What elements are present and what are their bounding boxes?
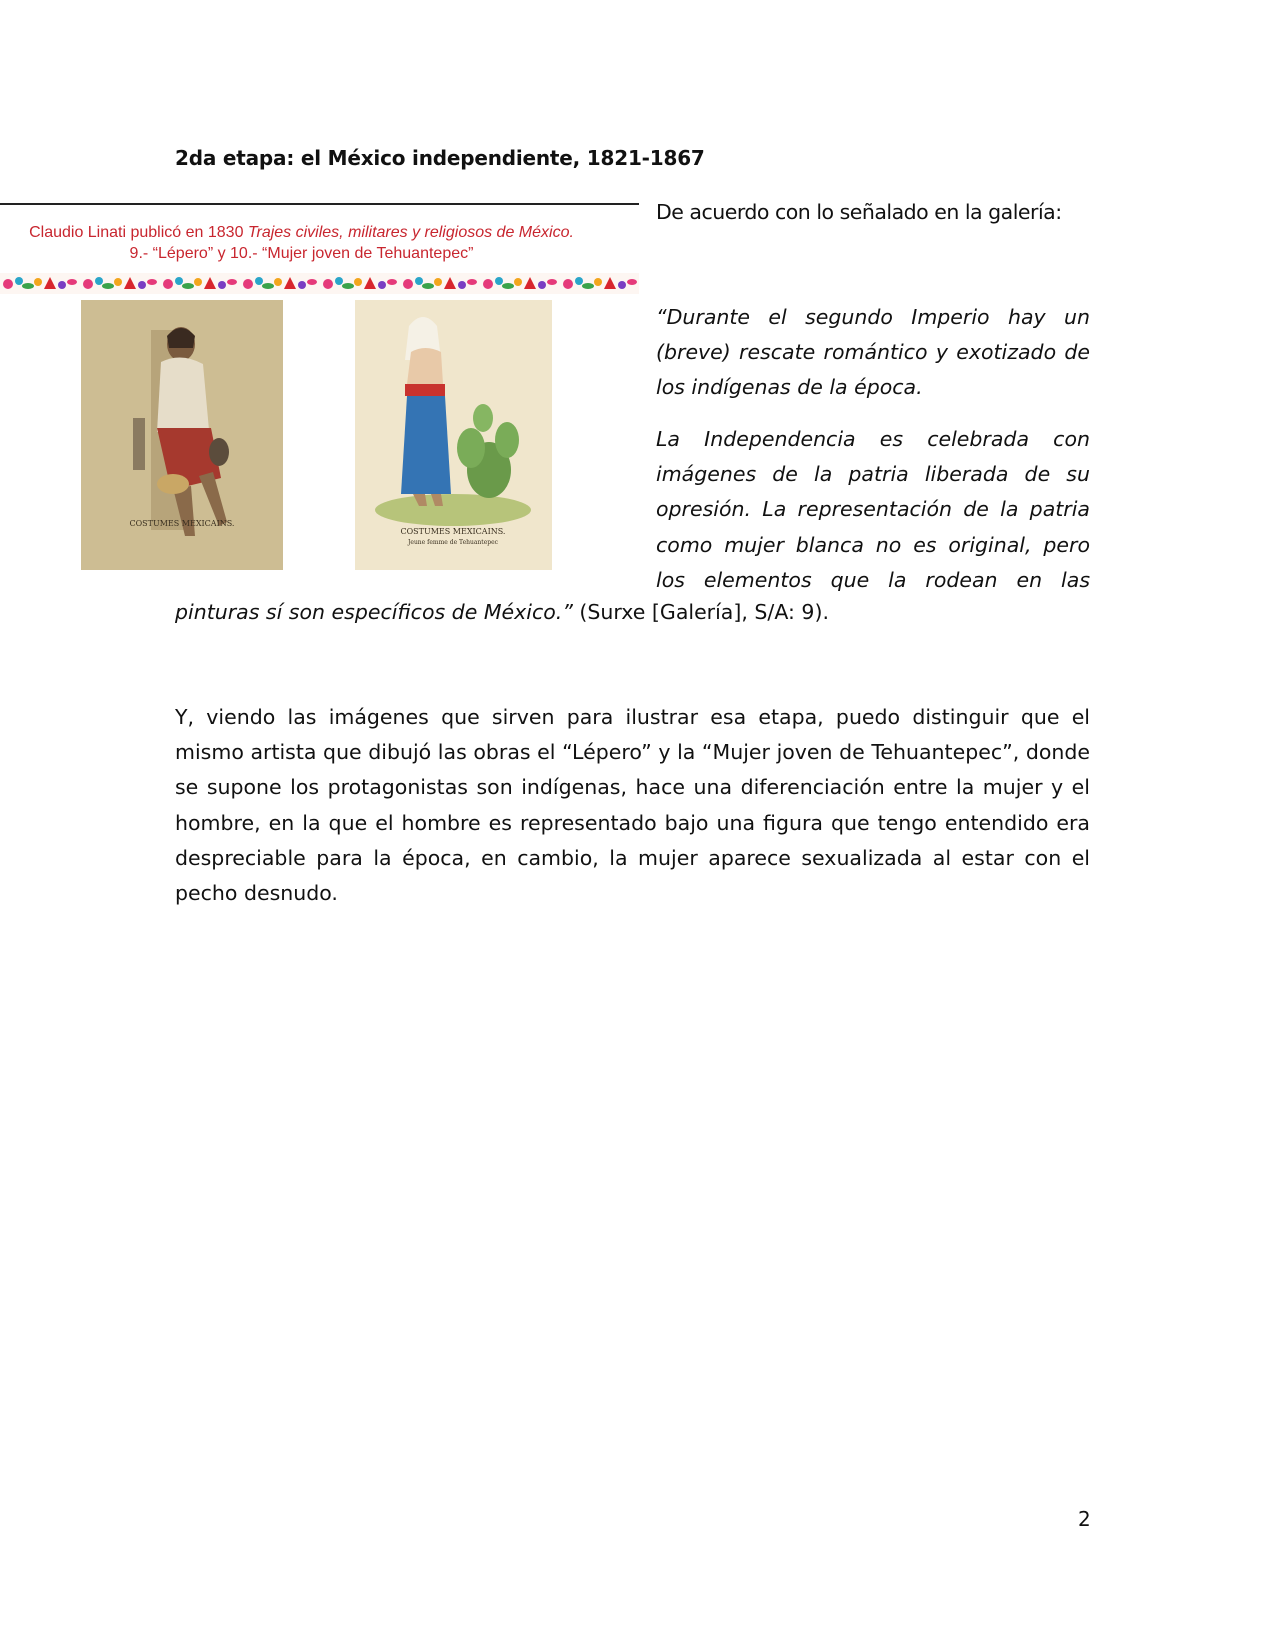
tehuantepec-plate-subtext: Jeune femme de Tehuantepec	[407, 539, 499, 546]
lepero-plate-image	[81, 300, 283, 570]
figure-caption-line2: 9.- “Lépero” y 10.- “Mujer joven de Tehuantepec”	[129, 245, 474, 262]
figure-caption-prefix: Claudio Linati publicó en 1830	[29, 224, 248, 241]
analysis-paragraph: Y, viendo las imágenes que sirven para ilustrar esa etapa, puedo distinguir que el mismo artista que dibujó las obras el “Lépero” y la “Mujer joven de Tehuantepec”, donde se supone los protagonistas son indígenas, hace una diferenciación entre la mujer y el hombre, en la que el hombre es representado bajo una figura que tengo entendido era despreciable para la época, en cambio, la mujer aparece sexualizada al estar con el pecho desnudo.	[175, 705, 1090, 906]
quote-tail	[175, 600, 829, 624]
page-number: 2	[1078, 1507, 1091, 1531]
quote-line: como mujer blanca no es original, pero	[656, 532, 1090, 557]
intro-line: De acuerdo con lo señalado en la galería:	[656, 200, 1062, 224]
figure-top-rule	[0, 203, 639, 205]
figure-caption-line1	[0, 224, 621, 242]
figure-caption-title: Trajes civiles, militares y religiosos de México.	[247, 224, 574, 241]
lepero-plate-text: COSTUMES MEXICAINS.	[129, 519, 235, 528]
quote-line: imágenes de la patria liberada de su	[656, 462, 1090, 487]
section-heading: 2da etapa: el México independiente, 1821-1867	[175, 146, 705, 170]
quote-line: los elementos que la rodean en las	[656, 567, 1090, 592]
tehuantepec-plate-text: COSTUMES MEXICAINS.	[400, 527, 506, 536]
gallery-figure	[0, 210, 639, 576]
quote-line: La Independencia es celebrada con	[656, 427, 1090, 451]
tehuantepec-plate-image	[355, 300, 552, 570]
quote-citation: (Surxe [Galería], S/A: 9).	[572, 600, 829, 624]
quote-tail-italic: pinturas sí son específicos de México.”	[175, 600, 573, 624]
quote-paragraph-1: “Durante el segundo Imperio hay un (breve) rescate romántico y exotizado de los indígenas de la época.	[656, 305, 1090, 400]
quote-line: opresión. La representación de la patria	[656, 497, 1090, 522]
quote-paragraph-2	[656, 422, 1090, 598]
embroidery-border	[0, 273, 639, 294]
